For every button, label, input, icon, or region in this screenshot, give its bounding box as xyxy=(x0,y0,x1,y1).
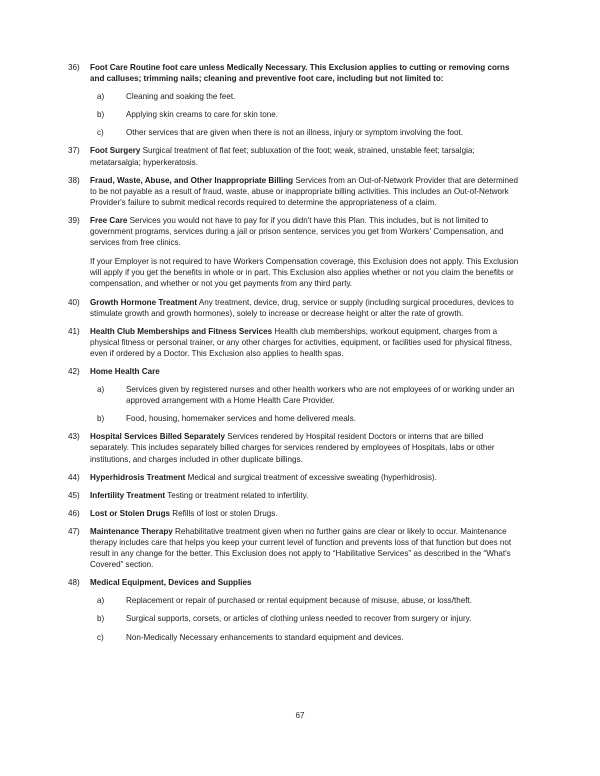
exclusion-description: Surgical treatment of flat feet; subluxation of the foot; weak, strained, unstable feet; tarsalgia; metatarsalgia; hyperkeratosis. xyxy=(90,146,475,167)
exclusion-item xyxy=(68,472,522,483)
exclusion-term: Infertility Treatment xyxy=(90,490,166,500)
exclusion-item-body xyxy=(90,472,522,483)
exclusion-subitem-text: Cleaning and soaking the feet. xyxy=(126,92,236,102)
exclusion-item-number: 40) xyxy=(68,297,80,307)
exclusion-description: Refills of lost or stolen Drugs. xyxy=(170,508,278,518)
exclusion-item xyxy=(68,326,522,359)
exclusion-item xyxy=(68,175,522,208)
exclusion-description: Health club memberships, workout equipment, charges from a physical fitness or personal trainer, or any other charges for activities, equipment, or facilities used for physical fitness, even if ordered by a Doctor. This Exclusion also applies to health spas. xyxy=(90,326,512,358)
exclusion-item-body xyxy=(90,145,522,167)
exclusion-item-number: 47) xyxy=(68,526,80,536)
exclusion-term: Hospital Services Billed Separately xyxy=(90,432,225,442)
exclusion-subitem-letter: a) xyxy=(97,596,105,606)
exclusion-subitem xyxy=(97,109,522,120)
exclusion-item-body xyxy=(90,431,522,464)
exclusion-item-number: 38) xyxy=(68,175,80,185)
exclusion-term: Home Health Care xyxy=(90,366,160,376)
exclusion-description: Services you would not have to pay for if you didn't have this Plan. This includes, but is not limited to government programs, services during a jail or prison sentence, services you get from Workers' Compensation, and services from free clinics. xyxy=(90,215,504,248)
exclusion-subitem-text: Applying skin creams to care for skin tone. xyxy=(126,110,279,120)
exclusion-item-body xyxy=(90,490,522,501)
exclusion-term: Health Club Memberships and Fitness Services xyxy=(90,326,273,336)
exclusion-item-number: 48) xyxy=(68,578,80,588)
exclusion-item-body xyxy=(90,297,522,319)
exclusion-subitem xyxy=(97,127,522,138)
exclusion-item xyxy=(68,508,522,519)
exclusion-subitem-letter: b) xyxy=(97,414,105,424)
exclusion-subitem-letter: a) xyxy=(97,92,105,102)
exclusion-item xyxy=(68,215,522,290)
exclusion-term: Foot Care xyxy=(90,63,128,72)
exclusion-term: Medical Equipment, Devices and Supplies xyxy=(90,578,252,588)
exclusion-item-number: 36) xyxy=(68,63,80,72)
exclusion-description: Rehabilitative treatment given when no further gains are clear or likely to occur. Maintenance therapy includes care that helps you keep your current level of function and prevents loss of that function but does not result in any change for the better. This Exclusion does not apply to “Habilitative Services” as described in the “What's Covered” section. xyxy=(90,526,512,570)
exclusion-subitem-text: Surgical supports, corsets, or articles of clothing unless needed to recover from surgery or injury. xyxy=(126,614,472,624)
exclusion-term: Lost or Stolen Drugs xyxy=(90,508,171,518)
exclusion-subitem xyxy=(97,91,522,102)
exclusion-subitem-text: Non-Medically Necessary enhancements to standard equipment and devices. xyxy=(126,632,404,642)
exclusion-subitem-letter: b) xyxy=(97,110,105,120)
exclusion-subitem-letter: c) xyxy=(97,632,104,642)
exclusion-item-body xyxy=(90,326,522,359)
exclusion-term: Maintenance Therapy xyxy=(90,526,173,536)
exclusion-subitem-text: Replacement or repair of purchased or rental equipment because of misuse, abuse, or loss/theft. xyxy=(126,596,472,606)
exclusion-subitem-letter: a) xyxy=(97,385,105,395)
exclusion-term: Growth Hormone Treatment xyxy=(90,297,198,307)
exclusion-subitem-letter: c) xyxy=(97,128,104,138)
exclusion-item xyxy=(68,297,522,319)
exclusion-item-number: 37) xyxy=(68,146,80,156)
exclusion-subitem-letter: b) xyxy=(97,614,105,624)
exclusion-description: Routine foot care unless Medically Necessary. This Exclusion applies to cutting or removing corns and calluses; trimming nails; cleaning and preventive foot care, including but not limited to: xyxy=(90,63,510,84)
exclusion-item xyxy=(68,145,522,167)
exclusion-subitem-text: Services given by registered nurses and other health workers who are not employees of or working under an approved arrangement with a Home Health Care Provider. xyxy=(126,385,515,406)
exclusion-description: Services rendered by Hospital resident Doctors or interns that are billed separately. This includes separately billed charges for services rendered by employees of Hospitals, labs or other institutions, and charges included in other duplicate billings. xyxy=(90,432,495,464)
exclusion-item-body xyxy=(90,175,522,208)
exclusion-item-number: 43) xyxy=(68,432,80,442)
exclusion-subitem xyxy=(97,613,522,624)
exclusion-subitem-list xyxy=(90,595,522,642)
exclusion-subitem-list xyxy=(90,91,522,138)
exclusion-item-number: 44) xyxy=(68,472,80,482)
exclusion-subitem xyxy=(97,413,522,424)
exclusion-item xyxy=(68,526,522,570)
exclusion-paragraph: If your Employer is not required to have Workers Compensation coverage, this Exclusion does not apply. This Exclusion will apply if you get the benefits in whole or in part. This Exclusion also applies whether or not you claim the benefits or compensation, and whether or not you get payments from any third party. xyxy=(90,257,519,289)
exclusion-subitem-text: Other services that are given when there is not an illness, injury or symptom involving the foot. xyxy=(126,128,463,138)
page-number: 67 xyxy=(295,711,305,720)
exclusion-item-body xyxy=(90,508,522,519)
exclusion-description: Medical and surgical treatment of excessive sweating (hyperhidrosis). xyxy=(185,472,437,482)
exclusion-item-number: 42) xyxy=(68,366,80,376)
exclusion-description: Testing or treatment related to infertility. xyxy=(165,490,309,500)
exclusion-subitem xyxy=(97,595,522,606)
exclusion-item-body xyxy=(90,62,522,84)
exclusion-term: Hyperhidrosis Treatment xyxy=(90,472,186,482)
exclusion-item-number: 46) xyxy=(68,508,80,518)
exclusion-term: Fraud, Waste, Abuse, and Other Inappropriate Billing xyxy=(90,175,294,185)
exclusion-item-number: 39) xyxy=(68,215,80,225)
exclusion-item-body xyxy=(90,366,522,377)
exclusion-subitem-text: Food, housing, homemaker services and home delivered meals. xyxy=(126,414,356,424)
exclusion-item xyxy=(68,62,522,138)
exclusion-term: Free Care xyxy=(90,215,128,225)
exclusion-item xyxy=(68,490,522,501)
exclusion-item-body xyxy=(90,577,522,588)
exclusion-term: Foot Surgery xyxy=(90,146,141,156)
exclusion-item-body xyxy=(90,526,522,570)
exclusion-item xyxy=(68,577,522,642)
exclusion-item-number: 45) xyxy=(68,490,80,500)
exclusion-subitem xyxy=(97,384,522,406)
exclusion-item-body xyxy=(90,215,522,248)
exclusion-item-number: 41) xyxy=(68,326,80,336)
exclusion-description: Any treatment, device, drug, service or supply (including surgical procedures, devices to stimulate growth and growth hormones), solely to increase or decrease height or alter the rate of growth. xyxy=(90,297,514,318)
exclusion-list xyxy=(68,62,522,650)
exclusion-item xyxy=(68,431,522,464)
exclusion-description: Services from an Out-of-Network Provider that are determined to be not payable as a result of fraud, waste, abuse or inappropriate billing activities. This includes an Out-of-Network Provider's failure to submit medical records required to determine the appropriateness of a claim. xyxy=(90,175,519,207)
exclusion-item xyxy=(68,366,522,424)
exclusion-subitem-list xyxy=(90,384,522,424)
exclusion-subitem xyxy=(97,632,522,643)
